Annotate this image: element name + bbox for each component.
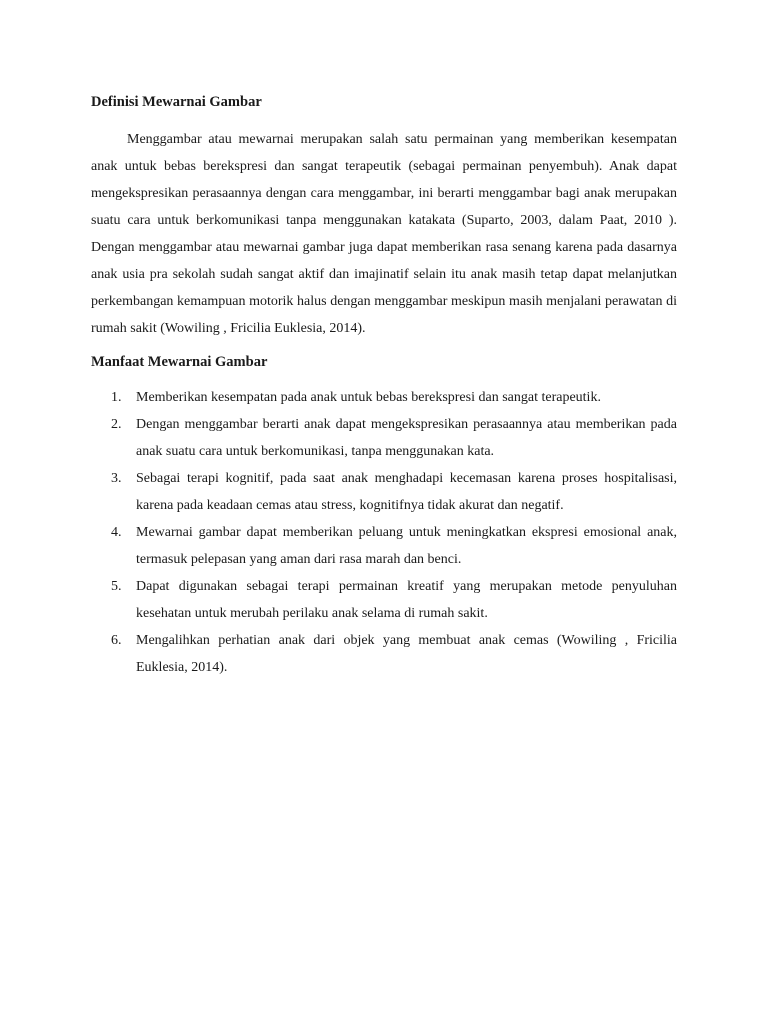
list-item — [91, 627, 677, 681]
list-item-text: Mengalihkan perhatian anak dari objek yang membuat anak cemas (Wowiling , Fricilia Euklesia, 2014). — [136, 633, 677, 675]
list-item-number: 4. — [111, 525, 122, 540]
list-item — [91, 411, 677, 465]
list-item-number: 2. — [111, 417, 122, 432]
list-item-number: 3. — [111, 471, 122, 486]
section-heading-definisi: Definisi Mewarnai Gambar — [91, 94, 262, 110]
manfaat-list — [91, 384, 677, 681]
list-item-text: Dapat digunakan sebagai terapi permainan kreatif yang merupakan metode penyuluhan kesehatan untuk merubah perilaku anak selama di rumah sakit. — [136, 579, 677, 621]
list-item-number: 6. — [111, 633, 122, 648]
list-item — [91, 465, 677, 519]
list-item-number: 1. — [111, 390, 122, 405]
document-page — [91, 92, 677, 681]
list-item-text: Mewarnai gambar dapat memberikan peluang untuk meningkatkan ekspresi emosional anak, termasuk pelepasan yang aman dari rasa marah dan benci. — [136, 525, 677, 567]
list-item-text: Memberikan kesempatan pada anak untuk bebas berekspresi dan sangat terapeutik. — [136, 390, 601, 405]
definisi-paragraph: Menggambar atau mewarnai merupakan salah satu permainan yang memberikan kesempatan anak untuk bebas berekspresi dan sangat terapeutik (sebagai permainan penyembuh). Anak dapat mengekspresikan perasaannya dengan cara menggambar, ini berarti menggambar bagi anak merupakan suatu cara untuk berkomunikasi tanpa menggunakan katakata (Suparto, 2003, dalam Paat, 2010 ). Dengan menggambar atau mewarnai gambar juga dapat memberikan rasa senang karena pada dasarnya anak usia pra sekolah sudah sangat aktif dan imajinatif selain itu anak masih tetap dapat melanjutkan perkembangan kemampuan motorik halus dengan menggambar meskipun masih menjalani perawatan di rumah sakit (Wowiling , Fricilia Euklesia, 2014). — [91, 132, 677, 336]
list-item-text: Sebagai terapi kognitif, pada saat anak menghadapi kecemasan karena proses hospitalisasi, karena pada keadaan cemas atau stress, kognitifnya tidak akurat dan negatif. — [136, 471, 677, 513]
list-item-text: Dengan menggambar berarti anak dapat mengekspresikan perasaannya atau memberikan pada anak suatu cara untuk berkomunikasi, tanpa menggunakan kata. — [136, 417, 677, 459]
list-item — [91, 519, 677, 573]
list-item-number: 5. — [111, 579, 122, 594]
list-item — [91, 384, 677, 411]
list-item — [91, 573, 677, 627]
section-heading-manfaat: Manfaat Mewarnai Gambar — [91, 354, 268, 370]
